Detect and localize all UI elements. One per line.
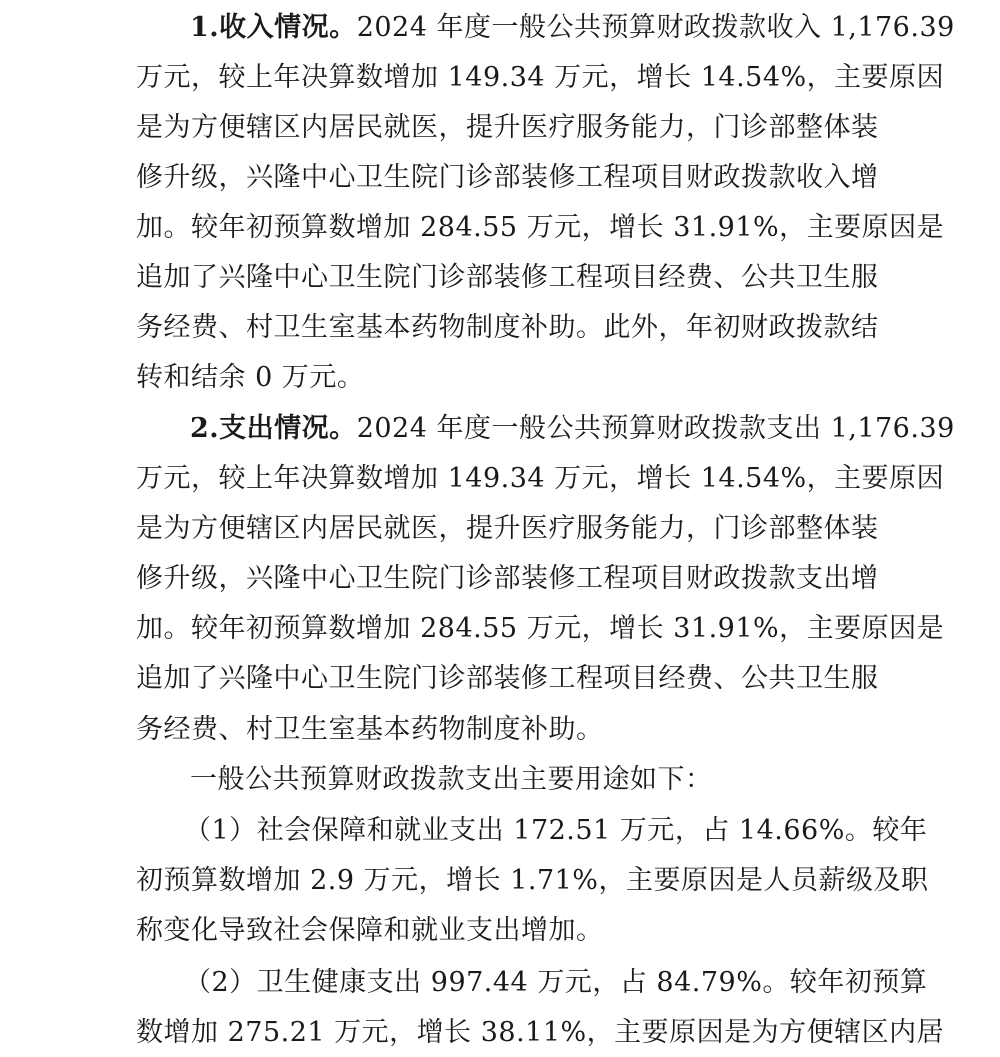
item1-line-2: 初预算数增加 2.9 万元，增长 1.71%，主要原因是人员薪级及职 (136, 865, 929, 896)
item1-line-3: 称变化导致社会保障和就业支出增加。 (136, 915, 604, 946)
section2-line-5: 加。较年初预算数增加 284.55 万元，增长 31.91%，主要原因是 (136, 613, 945, 644)
section2-line-4: 修升级，兴隆中心卫生院门诊部装修工程项目财政拨款支出增 (136, 563, 879, 594)
item2-line-2: 数增加 275.21 万元，增长 38.11%，主要原因是为方便辖区内居 (136, 1017, 945, 1048)
section1-line-3: 是为方便辖区内居民就医，提升医疗服务能力，门诊部整体装 (136, 112, 879, 143)
item2-line-1: （2）卫生健康支出 997.44 万元，占 84.79%。较年初预算 (184, 967, 928, 998)
section2-heading: 2.支出情况。 (190, 413, 357, 444)
usage-intro: 一般公共预算财政拨款支出主要用途如下： (190, 764, 713, 795)
section2-line-6: 追加了兴隆中心卫生院门诊部装修工程项目经费、公共卫生服 (136, 663, 879, 694)
section1-line-7: 务经费、村卫生室基本药物制度补助。此外，年初财政拨款结 (136, 312, 879, 343)
section2-line-2: 万元，较上年决算数增加 149.34 万元，增长 14.54%，主要原因 (136, 463, 945, 494)
item1-line-1: （1）社会保障和就业支出 172.51 万元，占 14.66%。较年 (184, 815, 928, 846)
section2-first-line (190, 409, 955, 449)
section1-line-1: 2024 年度一般公共预算财政拨款收入 1,176.39 (356, 12, 955, 43)
section2-line-7: 务经费、村卫生室基本药物制度补助。 (136, 714, 604, 745)
section1-line-5: 加。较年初预算数增加 284.55 万元，增长 31.91%，主要原因是 (136, 212, 945, 243)
section1-line-4: 修升级，兴隆中心卫生院门诊部装修工程项目财政拨款收入增 (136, 162, 879, 193)
section1-line-6: 追加了兴隆中心卫生院门诊部装修工程项目经费、公共卫生服 (136, 262, 879, 293)
section1-line-8: 转和结余 0 万元。 (136, 362, 365, 393)
section1-first-line (190, 8, 955, 48)
section1-heading: 1.收入情况。 (190, 12, 357, 43)
section2-line-1: 2024 年度一般公共预算财政拨款支出 1,176.39 (356, 413, 955, 444)
section1-line-2: 万元，较上年决算数增加 149.34 万元，增长 14.54%，主要原因 (136, 62, 945, 93)
section2-line-3: 是为方便辖区内居民就医，提升医疗服务能力，门诊部整体装 (136, 513, 879, 544)
